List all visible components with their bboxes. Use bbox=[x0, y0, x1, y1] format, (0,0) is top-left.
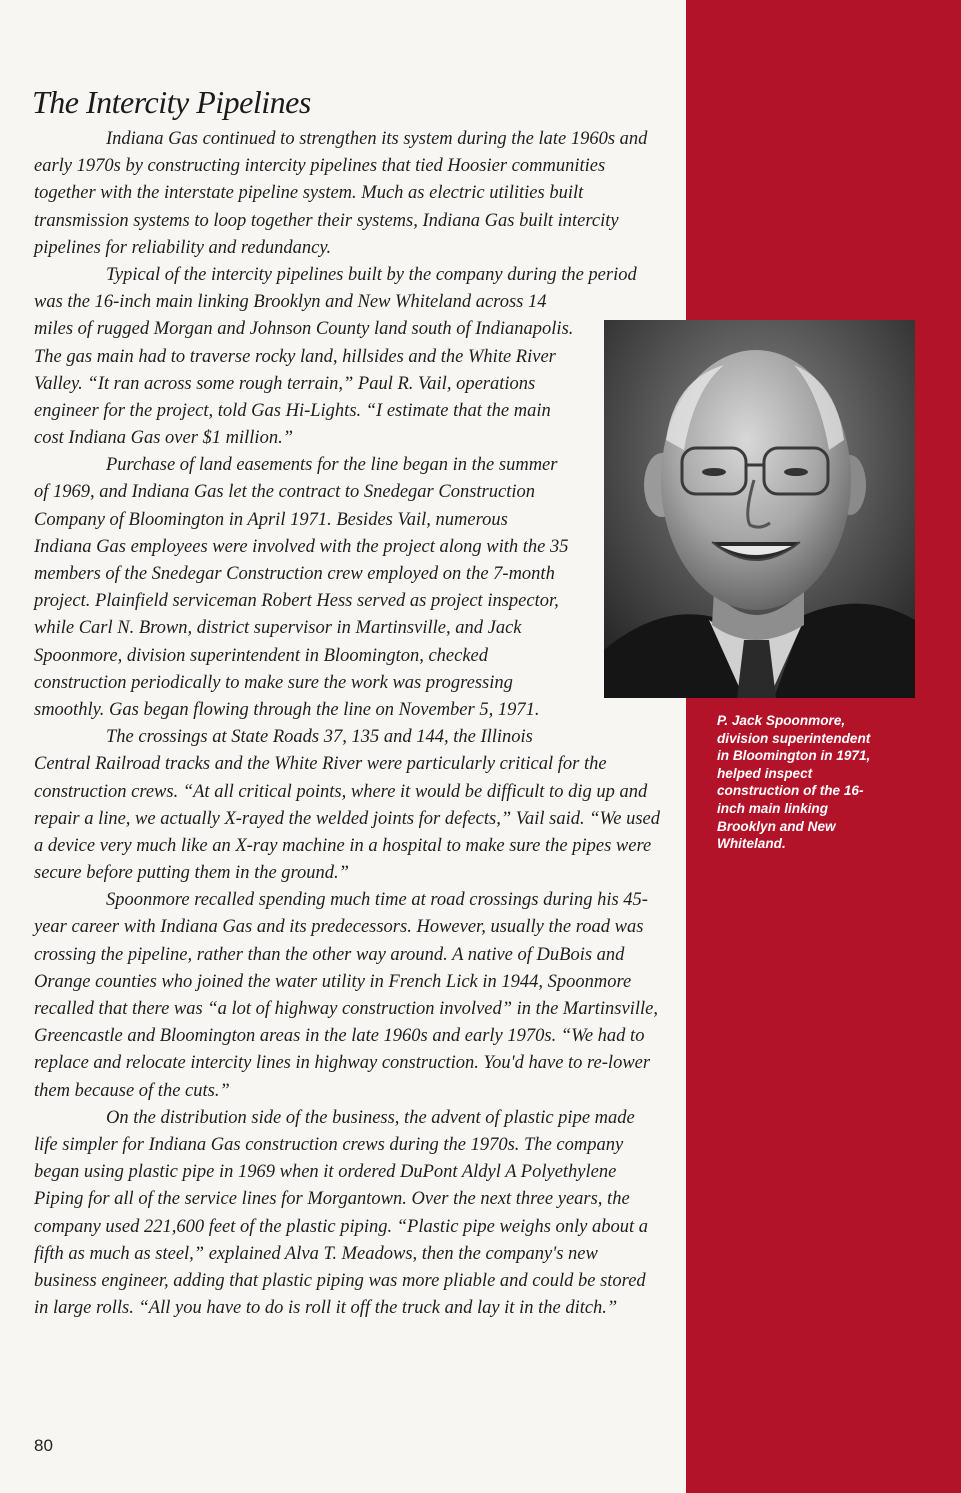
body-line: construction crews. “At all critical points, where it would be difficult to dig up and bbox=[34, 781, 648, 802]
body-line: while Carl N. Brown, district supervisor in Martinsville, and Jack bbox=[34, 618, 522, 639]
body-line: a device very much like an X-ray machine in a hospital to make sure the pipes were bbox=[34, 835, 652, 856]
body-line: engineer for the project, told Gas Hi-Lights. “I estimate that the main bbox=[34, 400, 551, 421]
body-line: early 1970s by constructing intercity pipelines that tied Hoosier communities bbox=[34, 156, 606, 177]
body-line: fifth as much as steel,” explained Alva T. Meadows, then the company's new bbox=[34, 1243, 598, 1264]
portrait-photo bbox=[604, 320, 915, 698]
body-line: Spoonmore recalled spending much time at road crossings during his 45- bbox=[106, 890, 648, 911]
body-line: Company of Bloomington in April 1971. Besides Vail, numerous bbox=[34, 509, 508, 530]
caption-line: in Bloomington in 1971, bbox=[717, 748, 871, 764]
body-line: smoothly. Gas began flowing through the line on November 5, 1971. bbox=[34, 699, 540, 720]
body-line: Indiana Gas employees were involved with the project along with the 35 bbox=[34, 536, 569, 557]
page-title: The Intercity Pipelines bbox=[32, 84, 311, 120]
body-line: together with the interstate pipeline system. Much as electric utilities built bbox=[34, 183, 584, 204]
body-line: business engineer, adding that plastic piping was more pliable and could be stored bbox=[34, 1270, 646, 1291]
body-line: The gas main had to traverse rocky land, hillsides and the White River bbox=[34, 346, 556, 367]
body-line: secure before putting them in the ground.” bbox=[34, 863, 349, 884]
caption-line: Whiteland. bbox=[717, 836, 786, 852]
body-line: them because of the cuts.” bbox=[34, 1080, 230, 1101]
body-line: company used 221,600 feet of the plastic piping. “Plastic pipe weighs only about a bbox=[34, 1216, 649, 1237]
body-line: life simpler for Indiana Gas construction crews during the 1970s. The company bbox=[34, 1134, 624, 1155]
body-line: pipelines for reliability and redundancy. bbox=[34, 237, 332, 258]
article-body bbox=[34, 126, 660, 1322]
body-line: in large rolls. “All you have to do is roll it off the truck and lay it in the ditch.” bbox=[34, 1298, 618, 1319]
body-line: replace and relocate intercity lines in highway construction. You'd have to re-lower bbox=[34, 1053, 651, 1074]
body-line: Typical of the intercity pipelines built by the company during the period bbox=[106, 264, 637, 285]
body-line: Spoonmore, division superintendent in Bloomington, checked bbox=[34, 645, 489, 666]
body-line: Orange counties who joined the water utility in French Lick in 1944, Spoonmore bbox=[34, 971, 632, 992]
caption-line: division superintendent bbox=[717, 730, 871, 746]
body-line: Valley. “It ran across some rough terrain,” Paul R. Vail, operations bbox=[34, 373, 536, 394]
body-line: crossing the pipeline, rather than the other way around. A native of DuBois and bbox=[34, 944, 625, 965]
body-line: members of the Snedegar Construction crew employed on the 7-month bbox=[34, 564, 555, 584]
body-line: The crossings at State Roads 37, 135 and 144, the Illinois bbox=[106, 727, 533, 748]
photo-caption bbox=[717, 712, 907, 853]
body-line: Piping for all of the service lines for Morgantown. Over the next three years, the bbox=[34, 1189, 630, 1210]
page-number: 80 bbox=[34, 1436, 53, 1455]
body-line: was the 16-inch main linking Brooklyn and New Whiteland across 14 bbox=[34, 292, 547, 313]
body-line: cost Indiana Gas over $1 million.” bbox=[34, 428, 293, 449]
body-line: construction periodically to make sure the work was progressing bbox=[34, 672, 513, 693]
body-line: On the distribution side of the business, the advent of plastic pipe made bbox=[106, 1107, 635, 1128]
body-line: project. Plainfield serviceman Robert Hess served as project inspector, bbox=[34, 591, 559, 612]
body-line: Greencastle and Bloomington areas in the late 1960s and early 1970s. “We had to bbox=[34, 1026, 645, 1047]
caption-line: Brooklyn and New bbox=[717, 818, 836, 834]
body-line: Purchase of land easements for the line began in the summer bbox=[106, 455, 558, 476]
body-line: of 1969, and Indiana Gas let the contract to Snedegar Construction bbox=[34, 482, 535, 503]
caption-line: inch main linking bbox=[717, 800, 829, 816]
body-line: repair a line, we actually X-rayed the welded joints for defects,” Vail said. “We used bbox=[34, 808, 661, 829]
caption-line: P. Jack Spoonmore, bbox=[717, 713, 846, 728]
caption-line: helped inspect bbox=[717, 765, 813, 781]
body-line: miles of rugged Morgan and Johnson County land south of Indianapolis. bbox=[34, 319, 574, 340]
body-line: year career with Indiana Gas and its predecessors. However, usually the road was bbox=[34, 917, 644, 938]
body-line: Indiana Gas continued to strengthen its system during the late 1960s and bbox=[106, 129, 648, 149]
body-line: Central Railroad tracks and the White River were particularly critical for the bbox=[34, 754, 607, 775]
body-line: transmission systems to loop together their systems, Indiana Gas built intercity bbox=[34, 210, 619, 231]
caption-line: construction of the 16- bbox=[717, 783, 864, 799]
body-line: began using plastic pipe in 1969 when it ordered DuPont Aldyl A Polyethylene bbox=[34, 1162, 617, 1183]
body-line: recalled that there was “a lot of highway construction involved” in the Martinsville, bbox=[34, 999, 658, 1019]
